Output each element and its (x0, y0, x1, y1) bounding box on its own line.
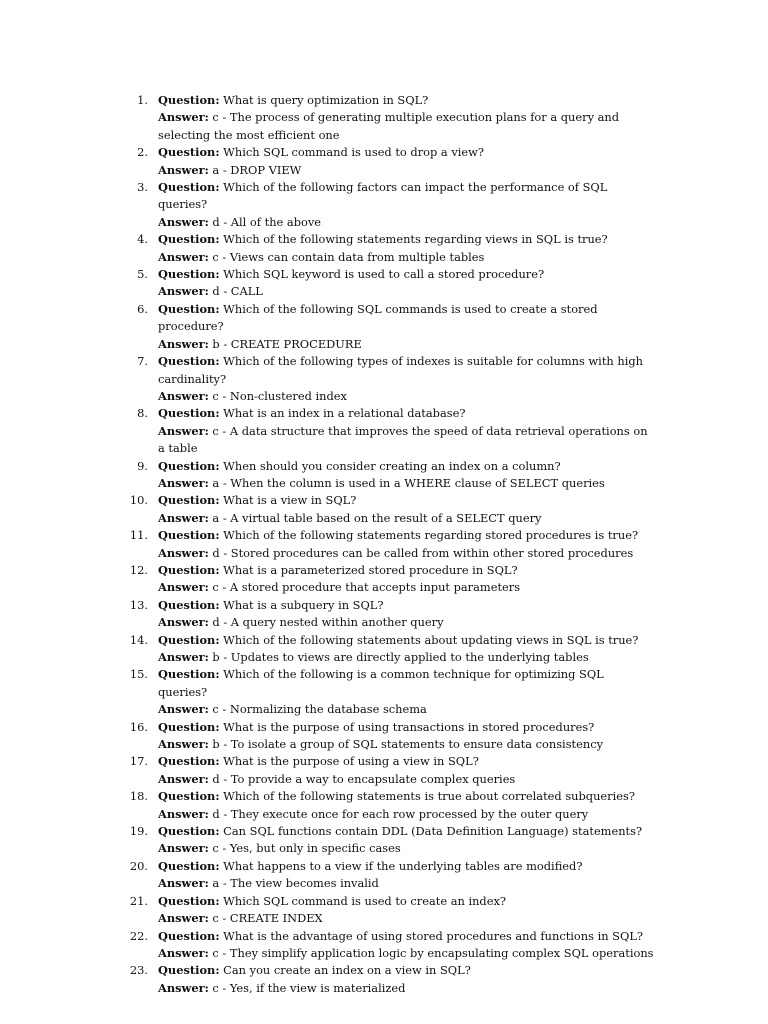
question-line (158, 458, 656, 475)
qa-item (0, 266, 768, 301)
question-text: What is the purpose of using transactions in stored procedures? (223, 719, 595, 734)
question-text: Which SQL command is used to create an index? (223, 893, 506, 908)
answer-label: Answer: (158, 249, 209, 264)
qa-item (0, 753, 768, 788)
qa-item (0, 788, 768, 823)
qa-item (0, 562, 768, 597)
question-label: Question: (158, 232, 220, 247)
item-number: 15. (129, 667, 148, 682)
item-number: 16. (129, 719, 148, 734)
item-number: 17. (129, 754, 148, 769)
answer-line (158, 614, 656, 631)
answer-text: b - To isolate a group of SQL statements to ensure data consistency (212, 737, 604, 752)
question-line (158, 858, 656, 875)
answer-text: d - All of the above (212, 214, 322, 229)
question-answer-list (0, 92, 768, 997)
question-label: Question: (158, 528, 220, 543)
answer-line (158, 162, 656, 179)
question-line (158, 92, 656, 109)
answer-line (158, 736, 656, 753)
question-text: What is a parameterized stored procedure in SQL? (223, 562, 518, 577)
item-number: 1. (137, 93, 148, 107)
answer-text: c - CREATE INDEX (212, 911, 323, 926)
question-text: Which of the following factors can impact the performance of SQL queries? (158, 180, 608, 212)
item-number: 19. (129, 824, 148, 839)
question-line (158, 144, 656, 161)
question-text: Which of the following SQL commands is used to create a stored procedure? (158, 301, 598, 334)
item-number: 11. (129, 528, 148, 543)
item-number: 12. (129, 562, 148, 577)
item-number: 3. (137, 180, 148, 195)
question-label: Question: (158, 963, 220, 978)
question-line (158, 632, 656, 649)
answer-label: Answer: (158, 841, 209, 856)
question-line (158, 405, 656, 422)
answer-text: a - DROP VIEW (212, 162, 302, 177)
question-label: Question: (158, 145, 220, 160)
answer-line (158, 475, 656, 492)
answer-label: Answer: (158, 284, 209, 299)
question-text: What is an index in a relational database? (223, 406, 466, 421)
answer-line (158, 214, 656, 231)
answer-line (158, 545, 656, 562)
answer-line (158, 910, 656, 927)
answer-line (158, 423, 656, 458)
answer-label: Answer: (158, 650, 209, 664)
question-text: What happens to a view if the underlying tables are modified? (223, 858, 583, 873)
question-text: Which of the following statements regarding stored procedures is true? (223, 528, 639, 543)
question-line (158, 823, 656, 840)
answer-line (158, 701, 656, 718)
question-line (158, 492, 656, 509)
answer-label: Answer: (158, 475, 209, 490)
answer-line (158, 875, 656, 892)
answer-text: c - Yes, if the view is materialized (212, 980, 406, 995)
question-label: Question: (158, 354, 220, 369)
answer-line (158, 771, 656, 788)
answer-text: c - Normalizing the database schema (212, 702, 427, 717)
question-text: Which of the following types of indexes is suitable for columns with high cardinality? (158, 354, 643, 386)
question-line (158, 353, 656, 388)
question-line (158, 231, 656, 248)
answer-label: Answer: (158, 980, 209, 995)
item-number: 13. (129, 597, 148, 612)
answer-label: Answer: (158, 510, 209, 525)
answer-label: Answer: (158, 110, 209, 125)
answer-label: Answer: (158, 911, 209, 926)
answer-line (158, 336, 656, 353)
question-label: Question: (158, 667, 220, 682)
question-text: Which of the following is a common technique for optimizing SQL queries? (158, 667, 604, 699)
qa-item (0, 597, 768, 632)
question-text: Can SQL functions contain DDL (Data Definition Language) statements? (223, 824, 643, 839)
answer-line (158, 806, 656, 823)
question-line (158, 753, 656, 770)
answer-text: b - Updates to views are directly applied to the underlying tables (212, 650, 589, 664)
question-line (158, 788, 656, 805)
item-number: 6. (137, 301, 148, 316)
qa-item (0, 858, 768, 893)
answer-line (158, 840, 656, 857)
question-line (158, 562, 656, 579)
question-line (158, 301, 656, 336)
item-number: 18. (129, 789, 148, 804)
item-number: 4. (137, 232, 148, 247)
answer-label: Answer: (158, 876, 209, 891)
question-label: Question: (158, 719, 220, 734)
question-line (158, 527, 656, 544)
question-label: Question: (158, 858, 220, 873)
question-text: Which SQL keyword is used to call a stored procedure? (223, 267, 545, 282)
question-text: What is a view in SQL? (223, 493, 357, 508)
question-line (158, 928, 656, 945)
qa-item (0, 893, 768, 928)
qa-item (0, 301, 768, 353)
question-text: What is the advantage of using stored procedures and functions in SQL? (223, 928, 643, 943)
answer-label: Answer: (158, 388, 209, 403)
question-line (158, 597, 656, 614)
item-number: 8. (137, 406, 148, 421)
qa-item (0, 492, 768, 527)
qa-item (0, 353, 768, 405)
item-number: 21. (129, 893, 148, 908)
answer-label: Answer: (158, 162, 209, 177)
question-text: What is the purpose of using a view in SQL? (223, 754, 479, 769)
answer-label: Answer: (158, 702, 209, 717)
item-number: 20. (129, 858, 148, 873)
document-page (0, 92, 768, 997)
question-label: Question: (158, 789, 220, 804)
question-text: Which of the following statements about updating views in SQL is true? (223, 632, 639, 647)
question-line (158, 666, 656, 701)
answer-text: a - The view becomes invalid (212, 876, 379, 891)
question-text: What is query optimization in SQL? (223, 93, 429, 107)
answer-text: d - Stored procedures can be called from within other stored procedures (212, 545, 634, 560)
answer-line (158, 109, 656, 144)
qa-item (0, 144, 768, 179)
item-number: 9. (137, 458, 148, 473)
question-text: What is a subquery in SQL? (223, 597, 384, 612)
answer-text: b - CREATE PROCEDURE (212, 336, 362, 351)
answer-line (158, 649, 656, 666)
qa-item (0, 92, 768, 144)
question-label: Question: (158, 597, 220, 612)
question-line (158, 893, 656, 910)
question-label: Question: (158, 754, 220, 769)
qa-item (0, 632, 768, 667)
answer-text: c - Non-clustered index (212, 388, 347, 403)
question-text: Which SQL command is used to drop a view? (223, 145, 484, 160)
question-text: Which of the following statements is true about correlated subqueries? (223, 789, 635, 804)
question-label: Question: (158, 928, 220, 943)
answer-label: Answer: (158, 580, 209, 595)
question-line (158, 179, 656, 214)
answer-text: d - CALL (212, 284, 263, 299)
question-label: Question: (158, 301, 220, 316)
qa-item (0, 928, 768, 963)
question-label: Question: (158, 267, 220, 282)
qa-item (0, 231, 768, 266)
question-label: Question: (158, 632, 220, 647)
question-label: Question: (158, 824, 220, 839)
answer-text: d - A query nested within another query (212, 615, 444, 630)
answer-line (158, 980, 656, 997)
answer-line (158, 510, 656, 527)
question-label: Question: (158, 893, 220, 908)
answer-text: c - A stored procedure that accepts input parameters (212, 580, 521, 595)
answer-label: Answer: (158, 214, 209, 229)
answer-label: Answer: (158, 615, 209, 630)
answer-text: a - A virtual table based on the result of a SELECT query (212, 510, 542, 525)
qa-item (0, 405, 768, 457)
answer-label: Answer: (158, 336, 209, 351)
question-label: Question: (158, 93, 220, 107)
item-number: 2. (137, 145, 148, 160)
answer-line (158, 283, 656, 300)
question-label: Question: (158, 458, 220, 473)
answer-text: d - They execute once for each row processed by the outer query (212, 806, 589, 821)
question-label: Question: (158, 406, 220, 421)
item-number: 14. (129, 632, 148, 647)
item-number: 10. (129, 493, 148, 508)
answer-label: Answer: (158, 545, 209, 560)
answer-line (158, 945, 656, 962)
answer-line (158, 249, 656, 266)
answer-label: Answer: (158, 806, 209, 821)
answer-line (158, 388, 656, 405)
question-label: Question: (158, 180, 220, 195)
qa-item (0, 666, 768, 718)
answer-label: Answer: (158, 423, 209, 438)
answer-label: Answer: (158, 945, 209, 960)
question-line (158, 962, 656, 979)
answer-text: c - They simplify application logic by encapsulating complex SQL operations (212, 945, 654, 960)
item-number: 7. (137, 354, 148, 369)
qa-item (0, 179, 768, 231)
question-label: Question: (158, 562, 220, 577)
answer-label: Answer: (158, 771, 209, 786)
item-number: 5. (137, 267, 148, 282)
question-text: Which of the following statements regarding views in SQL is true? (223, 232, 608, 247)
qa-item (0, 962, 768, 997)
item-number: 22. (129, 928, 148, 943)
item-number: 23. (129, 963, 148, 978)
qa-item (0, 823, 768, 858)
question-text: When should you consider creating an index on a column? (223, 458, 561, 473)
qa-item (0, 719, 768, 754)
answer-text: c - The process of generating multiple execution plans for a query and selecting the most efficient one (158, 110, 620, 142)
question-text: Can you create an index on a view in SQL? (223, 963, 471, 978)
answer-text: c - A data structure that improves the speed of data retrieval operations on a table (158, 423, 648, 456)
answer-text: d - To provide a way to encapsulate complex queries (212, 771, 516, 786)
qa-item (0, 527, 768, 562)
question-line (158, 719, 656, 736)
answer-text: c - Views can contain data from multiple tables (212, 249, 485, 264)
answer-label: Answer: (158, 737, 209, 752)
question-line (158, 266, 656, 283)
answer-line (158, 579, 656, 596)
question-label: Question: (158, 493, 220, 508)
answer-text: c - Yes, but only in specific cases (212, 841, 401, 856)
answer-text: a - When the column is used in a WHERE clause of SELECT queries (212, 475, 605, 490)
qa-item (0, 458, 768, 493)
